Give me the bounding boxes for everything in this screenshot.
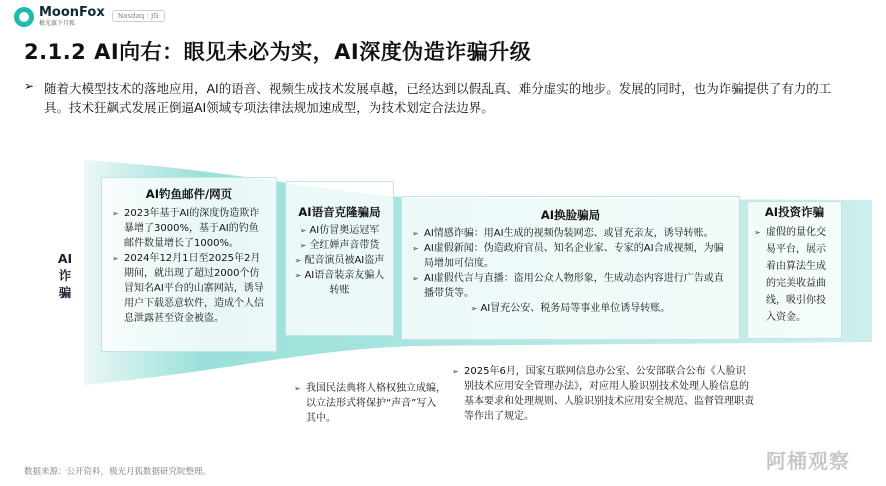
box-ai-phishing (101, 177, 277, 352)
box-item: ➢ 全红婵声音带货 (292, 238, 387, 253)
box-item: ➢ 2024年12月1日至2025年2月期间，就出现了超过2000个仿冒知名AI平台的山寨网站，诱导用户下载恶意软件，造成个人信息泄露甚至资金被盗。 (112, 251, 266, 326)
note-face-recognition-rule: ➢ 2025年6月，国家互联网信息办公室、公安部联合公布《人脸识别技术应用安全管理办法》，对应用人脸识别技术处理人脸信息的基本要求和处理规则、人脸识别技术应用安全规范、监督管理职责等作出了规定。 (452, 364, 754, 424)
bullet-arrow-icon: ➢ (24, 79, 35, 93)
side-label-ai-fraud (50, 250, 80, 301)
intro-paragraph: 随着大模型技术的落地应用，AI的语音、视频生成技术发展卓越，已经达到以假乱真、难分虚实的地步。发展的同时，也为诈骗提供了有力的工具。技术狂飙式发展正倒逼AI领域专项法律法规加速成型，为技术划定合法边界。 (44, 81, 832, 115)
box-item: ➢ 2023年基于AI的深度伪造欺诈暴增了3000%，基于AI的钓鱼邮件数量增长了1000%。 (112, 206, 266, 251)
page-title: 2.1.2 AI向右：眼见未必为实，AI深度伪造诈骗升级 (24, 40, 532, 64)
note-civil-code: ➢ 我国民法典将人格权独立成编，以立法形式将保护“声音”写入其中。 (294, 381, 446, 426)
box-item: ➢ AI冒充公安、税务局等事业单位诱导转账。 (412, 301, 729, 316)
logo-text (39, 6, 105, 28)
box-ai-investment (747, 201, 842, 339)
box-title: AI钓鱼邮件/网页 (145, 187, 233, 201)
side-label-char: 骗 (58, 285, 72, 300)
box-item: ➢ AI虚假新闻：伪造政府官员、知名企业家、专家的AI合成视频，为骗局增加可信度。 (412, 241, 729, 271)
box-item: ➢ 虚假的量化交易平台，展示着由算法生成的完美收益曲线，吸引你投入资金。 (754, 224, 835, 326)
data-source: 数据来源：公开资料，极光月狐数据研究院整理。 (24, 467, 212, 477)
brand-tagline: 极光旗下月狐 (39, 20, 76, 27)
box-item: ➢ AI虚假代言与直播：盗用公众人物形象，生成动态内容进行广告或直播带货等。 (412, 271, 729, 301)
side-label-char: 诈 (58, 268, 72, 283)
box-item: ➢ 配音演员被AI盗声 (292, 253, 387, 268)
box-item: ➢ AI仿冒奥运冠军 (292, 223, 387, 238)
moonfox-logo-icon (14, 7, 34, 27)
box-item: ➢ AI情感诈骗：用AI生成的视频伪装网恋、或冒充亲友，诱导转账。 (412, 226, 729, 241)
box-title: AI投资诈骗 (764, 205, 825, 219)
box-title: AI换脸骗局 (540, 208, 601, 222)
side-label-char: AI (57, 251, 73, 266)
box-ai-voice-clone (285, 181, 394, 336)
ticker-badge: Nasdaq : JG (112, 10, 165, 22)
box-title: AI语音克隆骗局 (298, 205, 381, 219)
box-item: ➢ AI语音装亲友骗人转账 (292, 268, 387, 298)
moonfox-logo (14, 6, 105, 28)
box-ai-face-swap (401, 196, 740, 340)
brand-name: MoonFox (39, 5, 105, 20)
watermark: 阿桶观察 (766, 449, 850, 473)
